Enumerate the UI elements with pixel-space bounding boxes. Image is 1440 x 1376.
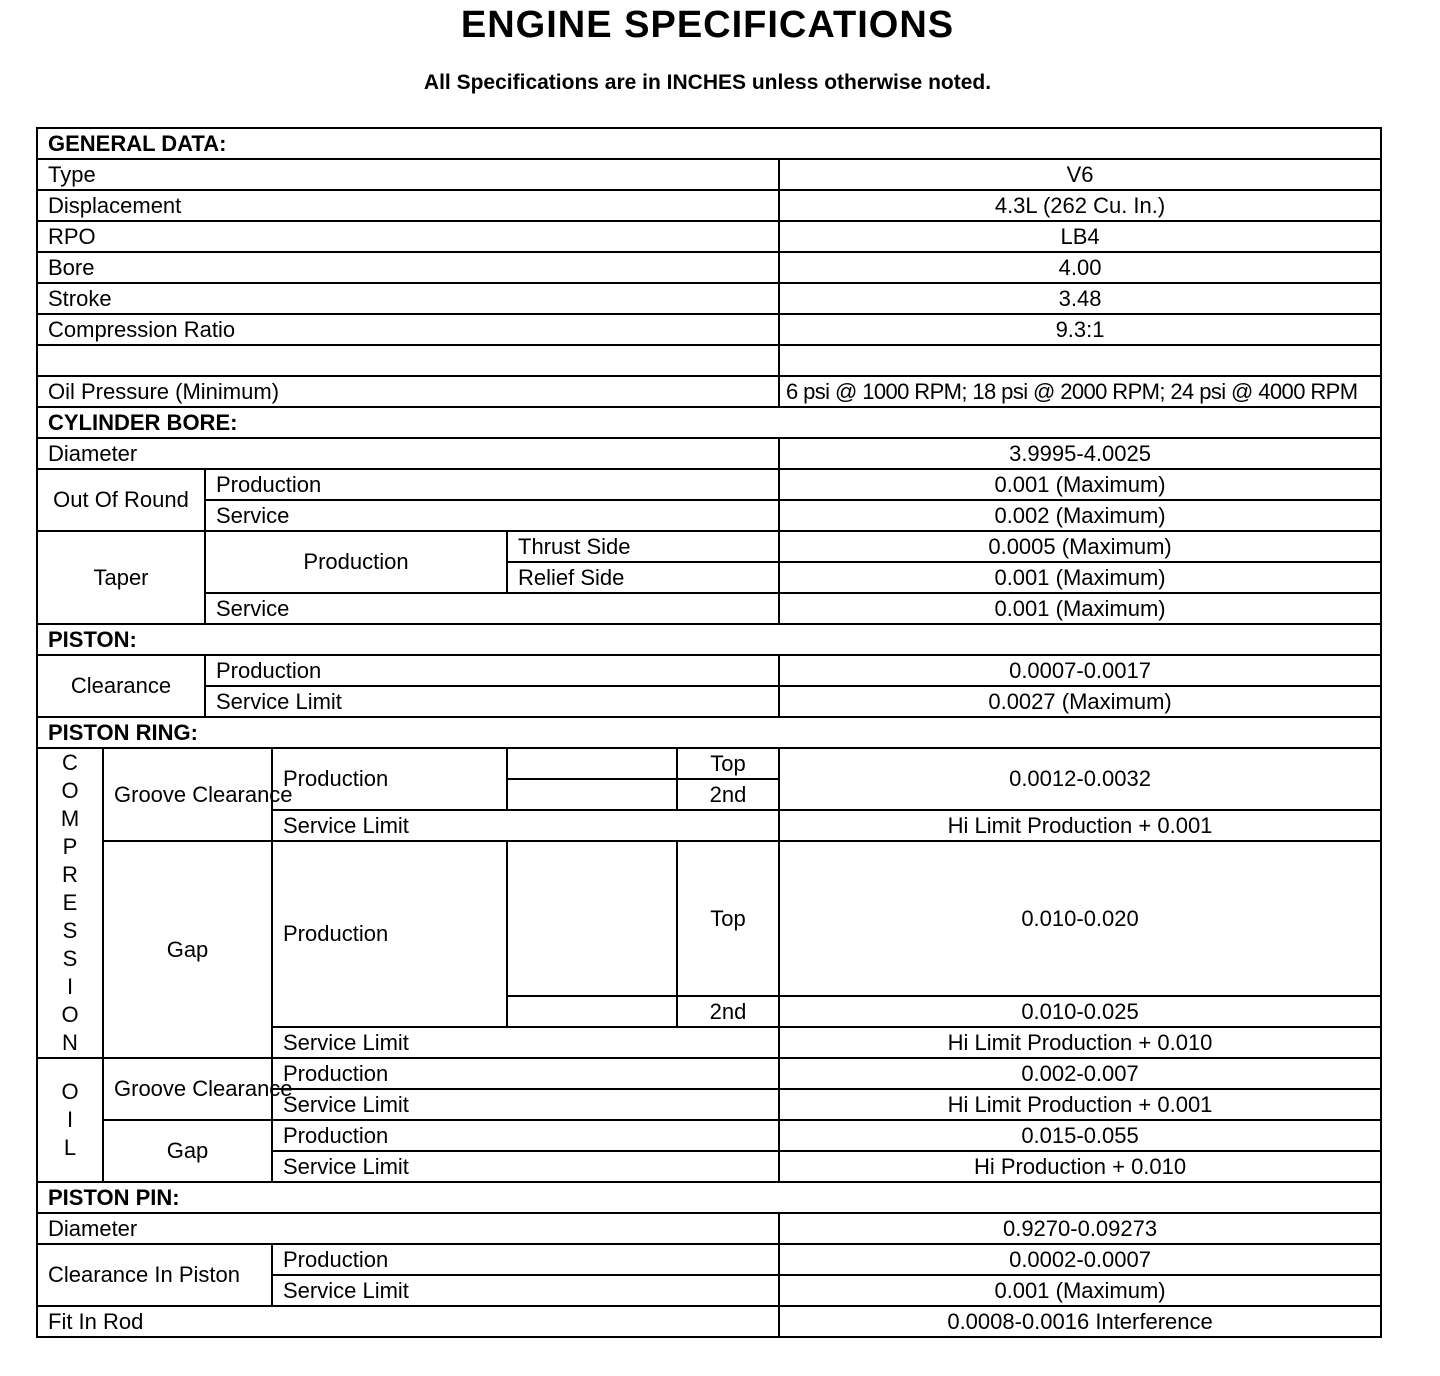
section-piston-pin: [37, 1182, 1381, 1213]
table-row: [37, 1058, 1381, 1089]
table-row: [37, 686, 1381, 717]
row-label: Displacement: [37, 190, 779, 221]
row-label: Service: [205, 593, 779, 624]
row-label: Type: [37, 159, 779, 190]
row-label: Thrust Side: [507, 531, 779, 562]
table-row: [37, 159, 1381, 190]
spacer-cell: [507, 996, 677, 1027]
row-value: 6 psi @ 1000 RPM; 18 psi @ 2000 RPM; 24 psi @ 4000 RPM: [779, 376, 1381, 407]
row-value: 0.001 (Maximum): [779, 1275, 1381, 1306]
table-row: [37, 438, 1381, 469]
row-value: 0.0002-0.0007: [779, 1244, 1381, 1275]
row-value: 0.015-0.055: [779, 1120, 1381, 1151]
row-label: Service Limit: [272, 1275, 779, 1306]
group-label-taper: Taper: [37, 531, 205, 624]
page-subtitle: All Specifications are in INCHES unless otherwise noted.: [423, 71, 992, 94]
spacer-cell: [507, 748, 677, 779]
row-value: 0.0008-0.0016 Interference: [779, 1306, 1381, 1337]
row-sublabel-top: Top: [677, 748, 779, 779]
row-value: 4.3L (262 Cu. In.): [779, 190, 1381, 221]
spacer-cell: [507, 841, 677, 996]
row-value: Hi Limit Production + 0.001: [779, 810, 1381, 841]
row-value: 0.0027 (Maximum): [779, 686, 1381, 717]
table-row: [37, 190, 1381, 221]
table-row: [37, 1306, 1381, 1337]
group-label-out-of-round: Out Of Round: [37, 469, 205, 531]
empty-cell: [779, 345, 1381, 376]
row-value: 0.001 (Maximum): [779, 593, 1381, 624]
table-row: [37, 252, 1381, 283]
row-label: Relief Side: [507, 562, 779, 593]
row-label: Compression Ratio: [37, 314, 779, 345]
compression-vertical-label: C O M P R E S S I O N: [37, 748, 103, 1058]
section-header: PISTON:: [37, 624, 1381, 655]
row-label: Service Limit: [272, 1027, 779, 1058]
row-value: 0.001 (Maximum): [779, 469, 1381, 500]
row-label: Diameter: [37, 438, 779, 469]
row-label: Service Limit: [272, 1151, 779, 1182]
oil-vertical-label: O I L: [37, 1058, 103, 1182]
row-label: Production: [272, 748, 507, 810]
row-value: 0.0007-0.0017: [779, 655, 1381, 686]
row-label: Diameter: [37, 1213, 779, 1244]
row-label: Service: [205, 500, 779, 531]
section-piston: [37, 624, 1381, 655]
table-row: [37, 593, 1381, 624]
row-label: RPO: [37, 221, 779, 252]
spacer-cell: [507, 779, 677, 810]
row-value: 3.9995-4.0025: [779, 438, 1381, 469]
table-row-empty: [37, 345, 1381, 376]
row-sublabel-top: Top: [677, 841, 779, 996]
section-cylinder-bore: [37, 407, 1381, 438]
table-row: [37, 748, 1381, 779]
empty-cell: [37, 345, 779, 376]
row-label: Service Limit: [205, 686, 779, 717]
section-general-data: [37, 128, 1381, 159]
row-label: Fit In Rod: [37, 1306, 779, 1337]
group-label-groove-clearance: Groove Clearance: [103, 1058, 272, 1120]
group-label-gap: Gap: [103, 1120, 272, 1182]
table-row: [37, 655, 1381, 686]
group-label-groove-clearance: Groove Clearance: [103, 748, 272, 841]
row-value: 0.002-0.007: [779, 1058, 1381, 1089]
table-row: [37, 1213, 1381, 1244]
row-value: Hi Limit Production + 0.010: [779, 1027, 1381, 1058]
engine-spec-table: [36, 127, 1382, 1338]
table-row: [37, 841, 1381, 996]
row-label: Bore: [37, 252, 779, 283]
page-title: ENGINE SPECIFICATIONS: [460, 4, 955, 46]
row-label: Service Limit: [272, 1089, 779, 1120]
table-row: [37, 1244, 1381, 1275]
section-header: PISTON PIN:: [37, 1182, 1381, 1213]
row-label: Service Limit: [272, 810, 779, 841]
row-label: Production: [205, 655, 779, 686]
section-header: GENERAL DATA:: [37, 128, 1381, 159]
row-value: 0.001 (Maximum): [779, 562, 1381, 593]
row-label: Oil Pressure (Minimum): [37, 376, 779, 407]
row-value: 0.002 (Maximum): [779, 500, 1381, 531]
subgroup-label-production: Production: [205, 531, 507, 593]
group-label-clearance-in-piston: Clearance In Piston: [37, 1244, 272, 1306]
row-value: 0.010-0.020: [779, 841, 1381, 996]
row-label: Production: [272, 1120, 779, 1151]
row-value: 0.010-0.025: [779, 996, 1381, 1027]
section-header: CYLINDER BORE:: [37, 407, 1381, 438]
table-row: [37, 221, 1381, 252]
section-header: PISTON RING:: [37, 717, 1381, 748]
row-value: Hi Limit Production + 0.001: [779, 1089, 1381, 1120]
row-value: 0.0005 (Maximum): [779, 531, 1381, 562]
row-value: 4.00: [779, 252, 1381, 283]
group-label-clearance: Clearance: [37, 655, 205, 717]
table-row: [37, 314, 1381, 345]
row-label: Production: [272, 1244, 779, 1275]
table-row: [37, 1120, 1381, 1151]
row-sublabel-2nd: 2nd: [677, 996, 779, 1027]
row-label: Production: [205, 469, 779, 500]
group-label-gap: Gap: [103, 841, 272, 1058]
row-sublabel-2nd: 2nd: [677, 779, 779, 810]
section-piston-ring: [37, 717, 1381, 748]
row-value: 3.48: [779, 283, 1381, 314]
row-value: 0.9270-0.09273: [779, 1213, 1381, 1244]
table-row: [37, 531, 1381, 562]
table-row: [37, 469, 1381, 500]
row-value: LB4: [779, 221, 1381, 252]
table-row: [37, 500, 1381, 531]
table-row: [37, 376, 1381, 407]
row-value: 0.0012-0.0032: [779, 748, 1381, 810]
row-label: Stroke: [37, 283, 779, 314]
table-row: [37, 283, 1381, 314]
row-label: Production: [272, 1058, 779, 1089]
row-value: 9.3:1: [779, 314, 1381, 345]
row-value: V6: [779, 159, 1381, 190]
row-label: Production: [272, 841, 507, 1027]
row-value: Hi Production + 0.010: [779, 1151, 1381, 1182]
